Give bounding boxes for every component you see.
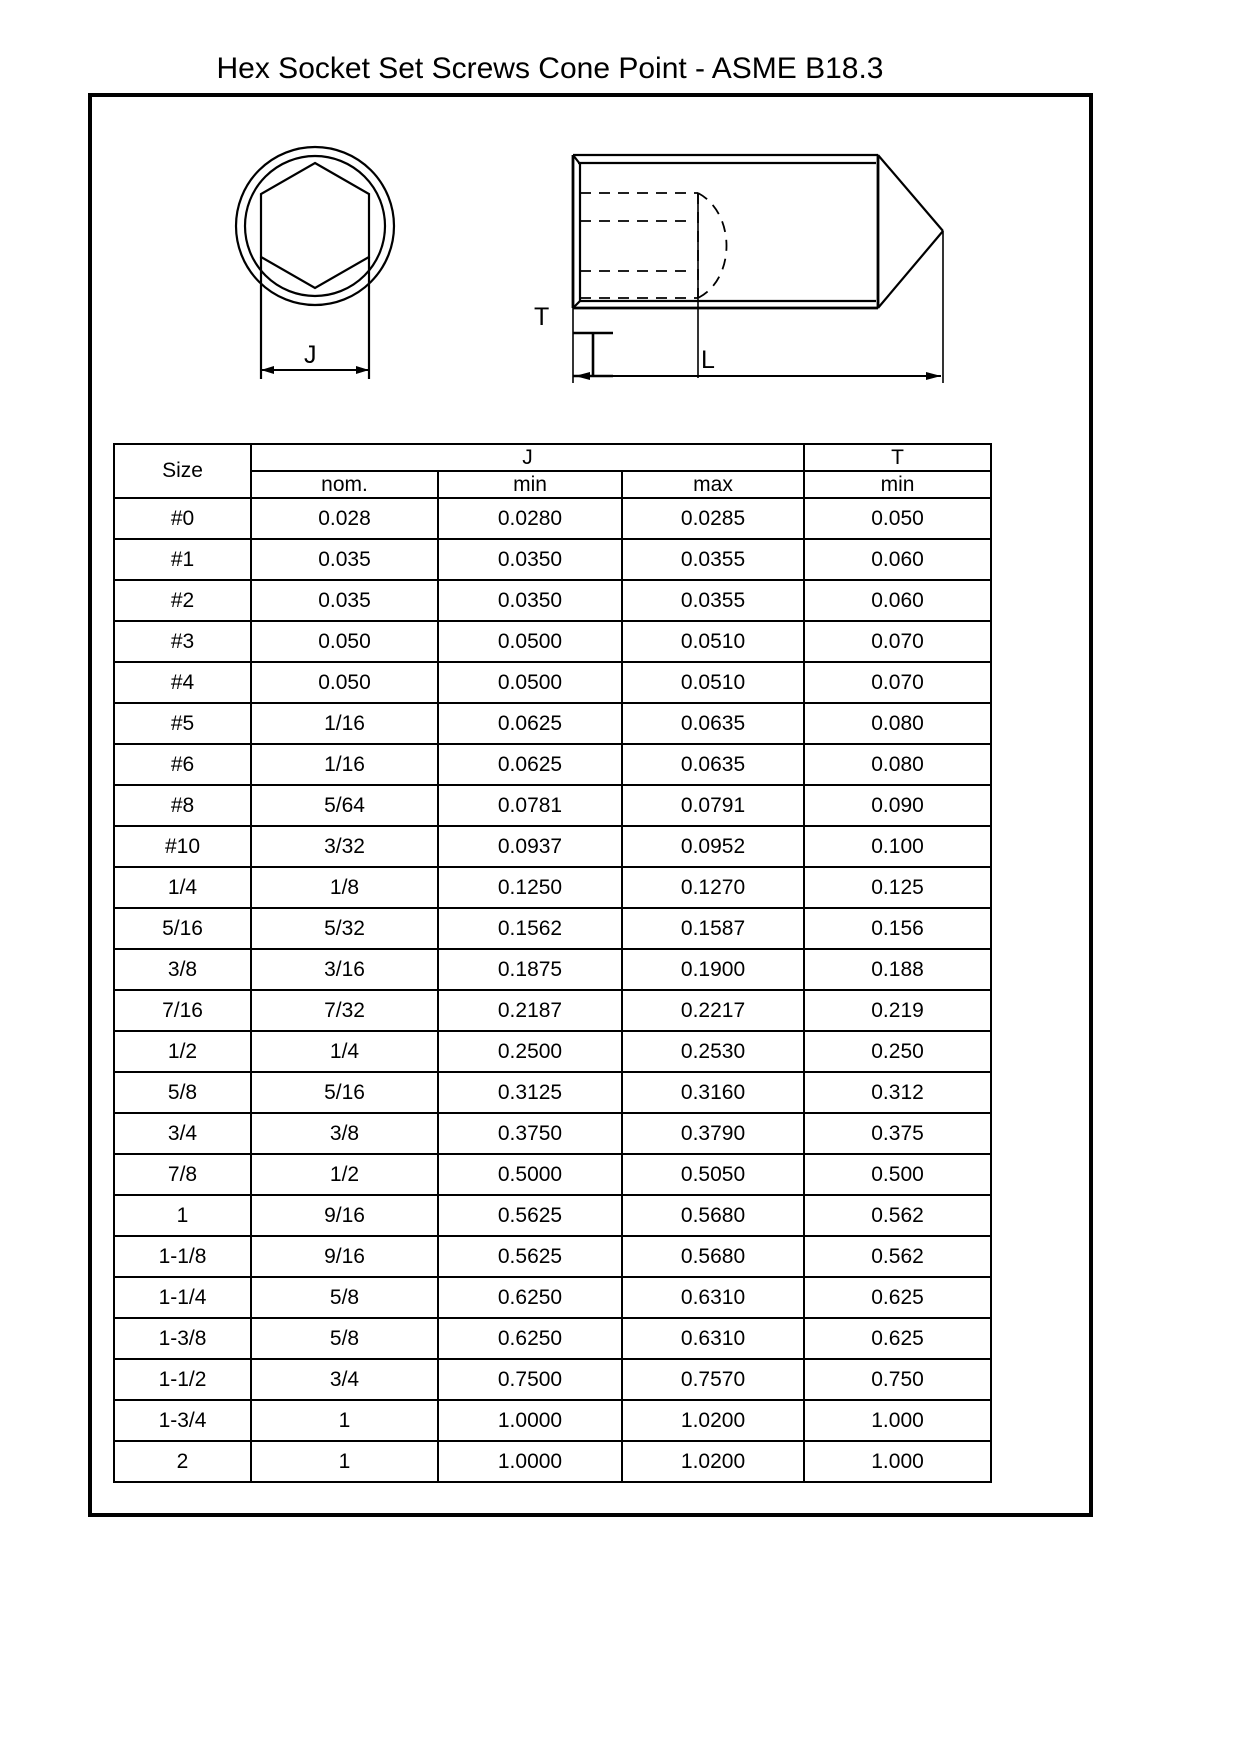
cell-tmin: 0.070 <box>804 621 991 662</box>
cell-max: 0.0285 <box>622 498 804 539</box>
cell-size: 3/4 <box>114 1113 251 1154</box>
table-row <box>114 580 991 621</box>
table-row <box>114 1031 991 1072</box>
header-group-j: J <box>251 444 804 471</box>
cell-tmin: 1.000 <box>804 1441 991 1482</box>
cell-nom: 3/32 <box>251 826 438 867</box>
cell-tmin: 0.060 <box>804 580 991 621</box>
cell-size: 5/8 <box>114 1072 251 1113</box>
cell-max: 0.0355 <box>622 539 804 580</box>
table-row <box>114 621 991 662</box>
cell-tmin: 0.156 <box>804 908 991 949</box>
cell-nom: 1 <box>251 1400 438 1441</box>
cell-nom: 1/8 <box>251 867 438 908</box>
cell-min: 0.6250 <box>438 1318 622 1359</box>
cell-nom: 1/16 <box>251 703 438 744</box>
table-row <box>114 1277 991 1318</box>
cell-nom: 9/16 <box>251 1195 438 1236</box>
cell-tmin: 0.060 <box>804 539 991 580</box>
cell-size: 1-1/2 <box>114 1359 251 1400</box>
cell-min: 0.1562 <box>438 908 622 949</box>
cell-size: #6 <box>114 744 251 785</box>
cell-max: 0.5680 <box>622 1236 804 1277</box>
cell-nom: 1/2 <box>251 1154 438 1195</box>
cell-tmin: 0.625 <box>804 1318 991 1359</box>
cell-size: 5/16 <box>114 908 251 949</box>
cell-min: 0.0937 <box>438 826 622 867</box>
table-row <box>114 908 991 949</box>
cell-max: 0.0791 <box>622 785 804 826</box>
cell-max: 0.3790 <box>622 1113 804 1154</box>
cell-min: 0.5000 <box>438 1154 622 1195</box>
cell-max: 0.1900 <box>622 949 804 990</box>
l-arrow-left <box>575 372 590 380</box>
cell-min: 0.3750 <box>438 1113 622 1154</box>
table-row <box>114 867 991 908</box>
dimension-label-l: L <box>701 346 715 374</box>
cell-nom: 1 <box>251 1441 438 1482</box>
cell-size: 3/8 <box>114 949 251 990</box>
cell-tmin: 0.250 <box>804 1031 991 1072</box>
cell-min: 0.7500 <box>438 1359 622 1400</box>
cell-max: 0.0635 <box>622 744 804 785</box>
cell-tmin: 1.000 <box>804 1400 991 1441</box>
cell-size: #0 <box>114 498 251 539</box>
cell-size: #3 <box>114 621 251 662</box>
table-body <box>114 498 991 1482</box>
header-t-min: min <box>804 471 991 498</box>
cell-size: 1-3/4 <box>114 1400 251 1441</box>
cell-max: 0.1587 <box>622 908 804 949</box>
table-row <box>114 1318 991 1359</box>
table-group-header-row <box>114 444 991 471</box>
cell-max: 0.2217 <box>622 990 804 1031</box>
specification-table <box>113 443 992 1483</box>
cell-tmin: 0.080 <box>804 703 991 744</box>
table-row <box>114 1441 991 1482</box>
cell-tmin: 0.500 <box>804 1154 991 1195</box>
table-row <box>114 990 991 1031</box>
cell-size: 7/8 <box>114 1154 251 1195</box>
cell-tmin: 0.100 <box>804 826 991 867</box>
cell-max: 0.6310 <box>622 1318 804 1359</box>
cell-tmin: 0.219 <box>804 990 991 1031</box>
cell-size: #2 <box>114 580 251 621</box>
cell-max: 0.3160 <box>622 1072 804 1113</box>
l-arrow-right <box>926 372 941 380</box>
socket-bottom-arc <box>698 193 727 298</box>
cell-nom: 0.035 <box>251 580 438 621</box>
cell-size: 1-1/4 <box>114 1277 251 1318</box>
cell-min: 0.2500 <box>438 1031 622 1072</box>
cell-max: 0.5680 <box>622 1195 804 1236</box>
cell-nom: 5/32 <box>251 908 438 949</box>
cell-min: 0.1250 <box>438 867 622 908</box>
cell-min: 1.0000 <box>438 1400 622 1441</box>
cell-nom: 0.028 <box>251 498 438 539</box>
cell-tmin: 0.562 <box>804 1195 991 1236</box>
cell-size: #5 <box>114 703 251 744</box>
cell-max: 0.6310 <box>622 1277 804 1318</box>
cell-max: 0.1270 <box>622 867 804 908</box>
cell-size: 1 <box>114 1195 251 1236</box>
cell-nom: 1/4 <box>251 1031 438 1072</box>
table-row <box>114 826 991 867</box>
cell-min: 0.3125 <box>438 1072 622 1113</box>
cell-min: 0.5625 <box>438 1236 622 1277</box>
cell-nom: 5/16 <box>251 1072 438 1113</box>
cell-min: 0.6250 <box>438 1277 622 1318</box>
cell-size: 7/16 <box>114 990 251 1031</box>
cell-tmin: 0.312 <box>804 1072 991 1113</box>
cell-min: 1.0000 <box>438 1441 622 1482</box>
cell-min: 0.1875 <box>438 949 622 990</box>
cell-min: 0.0280 <box>438 498 622 539</box>
cell-min: 0.0350 <box>438 539 622 580</box>
cell-nom: 9/16 <box>251 1236 438 1277</box>
cell-size: #10 <box>114 826 251 867</box>
cone-upper-edge <box>878 155 943 231</box>
cone-point-side-view <box>88 93 1093 413</box>
cell-nom: 5/8 <box>251 1318 438 1359</box>
cell-max: 0.7570 <box>622 1359 804 1400</box>
table-row <box>114 1154 991 1195</box>
cell-min: 0.0500 <box>438 662 622 703</box>
header-size: Size <box>114 444 251 498</box>
cell-tmin: 0.125 <box>804 867 991 908</box>
cell-min: 0.0350 <box>438 580 622 621</box>
cell-nom: 5/8 <box>251 1277 438 1318</box>
cell-tmin: 0.750 <box>804 1359 991 1400</box>
cell-nom: 3/8 <box>251 1113 438 1154</box>
cell-max: 0.0635 <box>622 703 804 744</box>
cell-max: 0.0510 <box>622 662 804 703</box>
cell-size: 1-1/8 <box>114 1236 251 1277</box>
cell-max: 1.0200 <box>622 1400 804 1441</box>
cell-size: 2 <box>114 1441 251 1482</box>
table-row <box>114 1113 991 1154</box>
cell-max: 0.0355 <box>622 580 804 621</box>
table-row <box>114 1072 991 1113</box>
dimension-label-t: T <box>534 303 550 331</box>
table-row <box>114 539 991 580</box>
page-title: Hex Socket Set Screws Cone Point - ASME B18.3 <box>216 52 884 85</box>
figures-area <box>88 93 1093 443</box>
cell-nom: 5/64 <box>251 785 438 826</box>
table-row <box>114 1359 991 1400</box>
cell-nom: 0.050 <box>251 621 438 662</box>
cell-size: #1 <box>114 539 251 580</box>
cell-tmin: 0.070 <box>804 662 991 703</box>
cell-tmin: 0.050 <box>804 498 991 539</box>
header-group-t: T <box>804 444 991 471</box>
cone-lower-edge <box>878 231 943 308</box>
cell-max: 0.2530 <box>622 1031 804 1072</box>
cell-max: 0.0510 <box>622 621 804 662</box>
cell-tmin: 0.562 <box>804 1236 991 1277</box>
table-row <box>114 662 991 703</box>
cell-max: 1.0200 <box>622 1441 804 1482</box>
table-row <box>114 949 991 990</box>
cell-max: 0.0952 <box>622 826 804 867</box>
cell-max: 0.5050 <box>622 1154 804 1195</box>
cell-tmin: 0.080 <box>804 744 991 785</box>
table-row <box>114 1236 991 1277</box>
cell-tmin: 0.375 <box>804 1113 991 1154</box>
cell-nom: 3/4 <box>251 1359 438 1400</box>
dimension-label-j: J <box>304 341 317 369</box>
table-row <box>114 703 991 744</box>
cell-tmin: 0.625 <box>804 1277 991 1318</box>
cell-tmin: 0.188 <box>804 949 991 990</box>
cell-size: 1/2 <box>114 1031 251 1072</box>
cell-nom: 0.035 <box>251 539 438 580</box>
cell-size: 1/4 <box>114 867 251 908</box>
cell-size: 1-3/8 <box>114 1318 251 1359</box>
cell-size: #8 <box>114 785 251 826</box>
header-j-max: max <box>622 471 804 498</box>
cell-nom: 3/16 <box>251 949 438 990</box>
cell-nom: 7/32 <box>251 990 438 1031</box>
cell-min: 0.2187 <box>438 990 622 1031</box>
table-row <box>114 498 991 539</box>
table-row <box>114 744 991 785</box>
cell-nom: 1/16 <box>251 744 438 785</box>
table-row <box>114 1195 991 1236</box>
header-j-nom: nom. <box>251 471 438 498</box>
cell-nom: 0.050 <box>251 662 438 703</box>
table-row <box>114 785 991 826</box>
cell-size: #4 <box>114 662 251 703</box>
table-header <box>114 444 991 498</box>
cell-min: 0.5625 <box>438 1195 622 1236</box>
header-j-min: min <box>438 471 622 498</box>
cell-min: 0.0500 <box>438 621 622 662</box>
table-row <box>114 1400 991 1441</box>
cell-min: 0.0781 <box>438 785 622 826</box>
cell-min: 0.0625 <box>438 703 622 744</box>
cell-min: 0.0625 <box>438 744 622 785</box>
cell-tmin: 0.090 <box>804 785 991 826</box>
